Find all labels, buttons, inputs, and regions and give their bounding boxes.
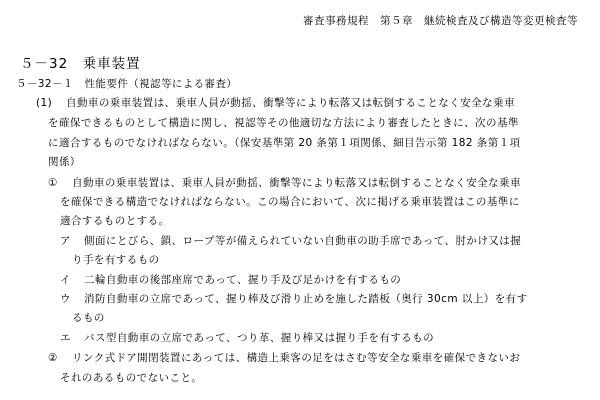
sub-item-i-label: イ: [60, 274, 71, 286]
paragraph-1-text-line-1: 自動車の乗車装置は、乗車人員が動揺、衝撃等により転落又は転倒することなく安全な乗車: [66, 97, 515, 109]
running-header: 審査事務規程 第５章 継続検査及び構造等変更検査等: [303, 15, 578, 27]
sub-item-u-text-line-2: るもの: [72, 312, 105, 324]
item-1-text-line-3: 適合するものとする。: [60, 215, 170, 227]
subsection-title: ５－32－１ 性能要件（視認等による審査）: [16, 78, 238, 90]
item-1-number: ①: [48, 177, 58, 189]
paragraph-1-text-line-3: に適合するものでなければならない。（保安基準第 20 条第１項関係、細目告示第 182 条第１項: [48, 137, 521, 149]
paragraph-1-first-line: [36, 97, 515, 110]
sub-item-a-label: ア: [60, 235, 71, 247]
sub-item-e-first-line: [60, 332, 434, 345]
item-1-text-line-1: 自動車の乗車装置は、乗車人員が動揺、衝撃等により転落又は転倒することなく安全な乗車: [72, 177, 521, 189]
sub-item-u-text-line-1: 消防自動車の立席であって、握り棒及び滑り止めを施した踏板（奥行 30cm 以上）を有す: [84, 293, 528, 305]
paragraph-1-text-line-4: 関係）: [48, 156, 81, 168]
item-2-text-line-1: リンク式ドア開閉装置にあっては、構造上乗客の足をはさむ等安全な乗車を確保できないお: [72, 352, 521, 364]
sub-item-i-text-line-1: 二輪自動車の後部座席であって、握り手及び足かけを有するもの: [84, 274, 402, 286]
sub-item-e-label: エ: [60, 332, 71, 344]
sub-item-u-first-line: [60, 293, 528, 306]
paragraph-1-text-line-2: を確保できるものとして構造に関し、視認等その他適切な方法により審査したときに、次の基準: [48, 117, 519, 129]
item-1-text-line-2: を確保できる構造でなければならない。この場合において、次に掲げる乗車装置はこの基準に: [60, 196, 520, 208]
item-2-number: ②: [48, 352, 58, 364]
sub-item-e-text-line-1: バス型自動車の立席であって、つり革、握り棒又は握り手を有するもの: [84, 332, 435, 344]
sub-item-u-label: ウ: [60, 293, 71, 305]
item-2-first-line: [48, 352, 520, 365]
sub-item-a-first-line: [60, 235, 521, 248]
section-title: ５－32 乗車装置: [20, 56, 141, 72]
item-1-first-line: [48, 177, 521, 190]
item-2-text-line-2: それのあるものでないこと。: [60, 372, 203, 384]
sub-item-i-first-line: [60, 274, 401, 287]
sub-item-a-text-line-1: 側面にとびら、鎖、ロープ等が備えられていない自動車の助手席であって、肘かけ又は握: [84, 235, 522, 247]
sub-item-a-text-line-2: り手を有するもの: [72, 254, 160, 266]
paragraph-number: (1): [36, 97, 53, 109]
